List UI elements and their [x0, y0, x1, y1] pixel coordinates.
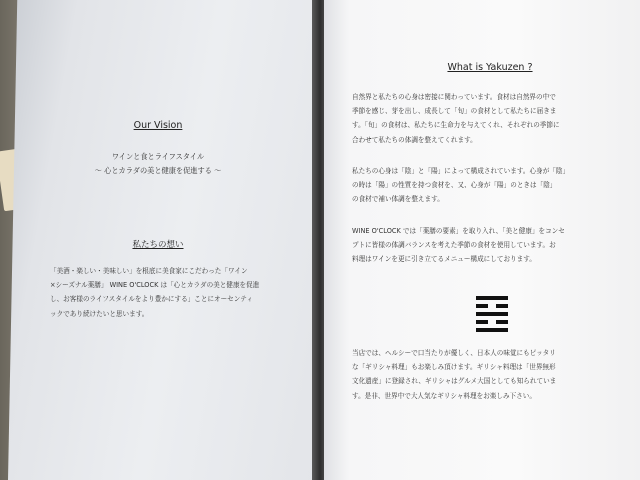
text-line: す。是非、世界中で大人気なギリシャ料理をお楽しみ下さい。 [352, 391, 536, 400]
text-line: 当店では、ヘルシーで口当たりが優しく、日本人の味覚にもピッタリ [352, 349, 556, 357]
greek-logo-icon [476, 296, 508, 332]
text-line: ×シーズナル薬膳」 WINE O'CLOCK は「心とカラダの美と健康を促進 [50, 281, 260, 290]
text-line: す。「旬」の食材は、私たちに生命力を与えてくれ、それぞれの季節に [352, 121, 560, 130]
text-line: 「美酒・楽しい・美味しい」を根底に美食家にこだわった「ワイン [50, 267, 248, 275]
thought-title: 私たちの想い [132, 240, 184, 250]
yakuzen-paragraph-2 [352, 164, 569, 207]
text-line: な「ギリシャ料理」もお楽しみ頂けます。ギリシャ料理は「世界無形 [352, 363, 556, 372]
vision-line-2: ～ 心とカラダの美と健康を促進する ～ [94, 166, 222, 175]
text-line: の時は「陽」の性質を持つ食材を、又、心身が「陽」のときは「陰」 [352, 181, 557, 190]
text-line: 文化遺産」に登録され、ギリシャはグルメ大国としても知られていま [352, 377, 557, 386]
text-line: ックであり続けたいと思います。 [50, 309, 149, 318]
text-line: 季節を感じ、芽を出し、成長して「旬」の食材として私たちに届きま [352, 107, 557, 116]
text-line: プトに皆様の体調バランスを考えた季節の食材を使用しています。お [352, 241, 556, 250]
yakuzen-title: What is Yakuzen ? [447, 62, 533, 73]
yakuzen-paragraph-4 [352, 346, 556, 403]
text-line: WINE O'CLOCK では「薬膳の要素」を取り入れ、「美と健康」をコンセ [352, 227, 565, 235]
text-line: 合わせて私たちの体調を整えてくれます。 [352, 135, 477, 144]
vision-title: Our Vision [133, 120, 183, 131]
text-line: 料理はワインを更に引き立てるメニュー構成にしております。 [352, 255, 536, 264]
vision-line-1: ワインと食とライフスタイル [111, 152, 205, 161]
text-line: 自然界と私たちの心身は密接に関わっています。食材は自然界の中で [352, 93, 556, 101]
text-line: の食材で補い体調を整えます。 [352, 195, 444, 204]
thought-paragraph [50, 264, 259, 321]
yakuzen-paragraph-1 [352, 90, 560, 147]
text-line: 私たちの心身は「陰」と「陽」によって構成されています。心身が「陰」 [352, 167, 570, 175]
text-line: し、お客様のライフスタイルをより豊かにする」ことにオーセンティ [50, 295, 253, 304]
yakuzen-paragraph-3 [352, 224, 565, 267]
